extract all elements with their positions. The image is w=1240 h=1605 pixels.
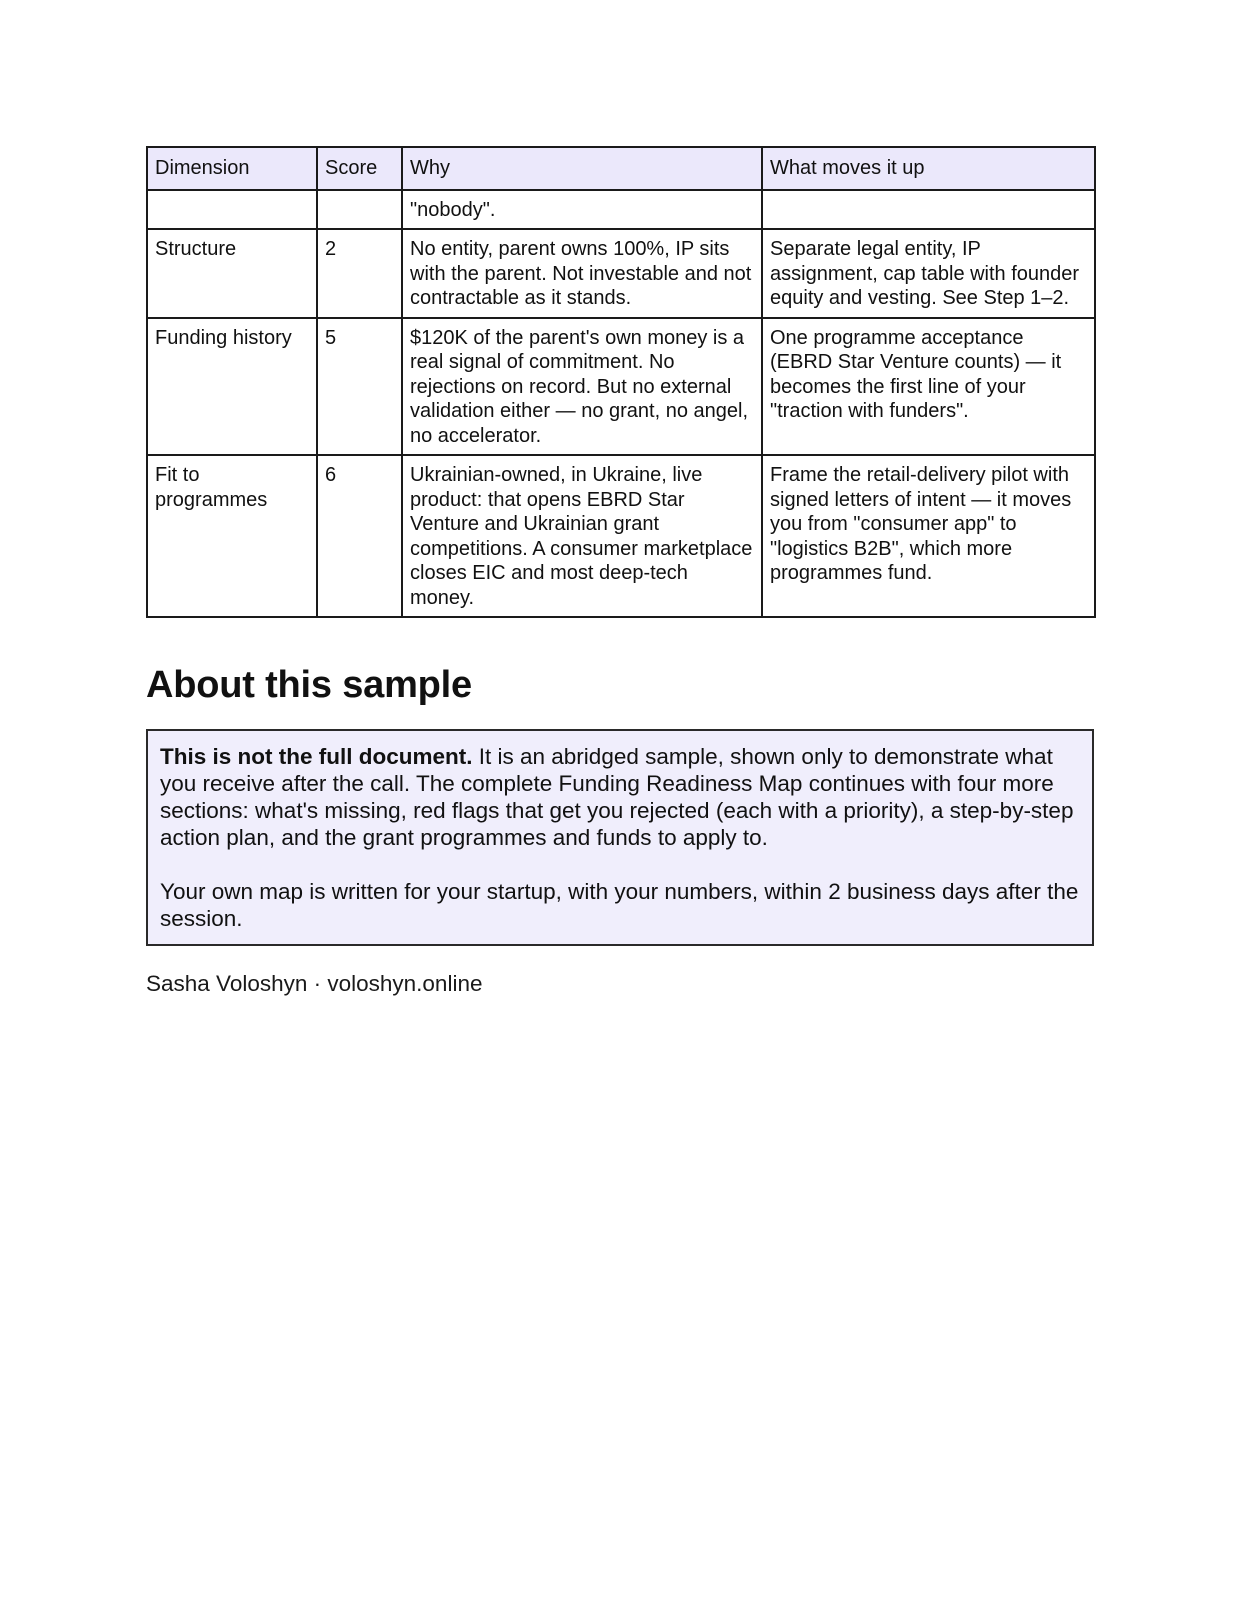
table-row xyxy=(147,229,1095,318)
notice-second-paragraph: Your own map is written for your startup, with your numbers, within 2 business days after the session. xyxy=(160,879,1079,931)
about-section-heading: About this sample xyxy=(146,664,472,706)
moves-up-cell: One programme acceptance (EBRD Star Venture counts) — it becomes the first line of your "traction with funders". xyxy=(762,318,1095,456)
readiness-score-table xyxy=(146,146,1096,618)
dimension-cell: Fit to programmes xyxy=(147,455,317,617)
moves-up-cell xyxy=(762,190,1095,230)
table-row xyxy=(147,318,1095,456)
score-cell: 5 xyxy=(317,318,402,456)
notice-lead-text: This is not the full document. xyxy=(160,744,473,769)
sample-notice-box xyxy=(146,729,1094,946)
notice-body-text: It is an abridged sample, shown only to demonstrate what you receive after the call. The complete Funding Readiness Map continues with four more sections: what's missing, red flags that get you rejected (each with a priority), a step-by-step action plan, and the grant programmes and funds to apply to. xyxy=(160,744,1074,850)
table-row xyxy=(147,190,1095,230)
author-footer: Sasha Voloshyn · voloshyn.online xyxy=(146,971,483,996)
notice-paragraph xyxy=(160,743,1080,851)
moves-up-cell: Separate legal entity, IP assignment, cap table with founder equity and vesting. See Step 1–2. xyxy=(762,229,1095,318)
score-cell: 6 xyxy=(317,455,402,617)
score-cell xyxy=(317,190,402,230)
moves-up-cell: Frame the retail-delivery pilot with signed letters of intent — it moves you from "consumer app" to "logistics B2B", which more programmes fund. xyxy=(762,455,1095,617)
table-row xyxy=(147,455,1095,617)
column-header-why: Why xyxy=(402,147,762,190)
document-page xyxy=(146,146,1094,997)
why-cell: Ukrainian-owned, in Ukraine, live product: that opens EBRD Star Venture and Ukrainian grant competitions. A consumer marketplace closes EIC and most deep-tech money. xyxy=(402,455,762,617)
dimension-cell: Funding history xyxy=(147,318,317,456)
why-cell: "nobody". xyxy=(402,190,762,230)
dimension-cell xyxy=(147,190,317,230)
column-header-what-moves-it-up: What moves it up xyxy=(762,147,1095,190)
why-cell: $120K of the parent's own money is a real signal of commitment. No rejections on record. But no external validation either — no grant, no angel, no accelerator. xyxy=(402,318,762,456)
column-header-score: Score xyxy=(317,147,402,190)
table-header-row xyxy=(147,147,1095,190)
column-header-dimension: Dimension xyxy=(147,147,317,190)
score-cell: 2 xyxy=(317,229,402,318)
why-cell: No entity, parent owns 100%, IP sits with the parent. Not investable and not contractable as it stands. xyxy=(402,229,762,318)
dimension-cell: Structure xyxy=(147,229,317,318)
